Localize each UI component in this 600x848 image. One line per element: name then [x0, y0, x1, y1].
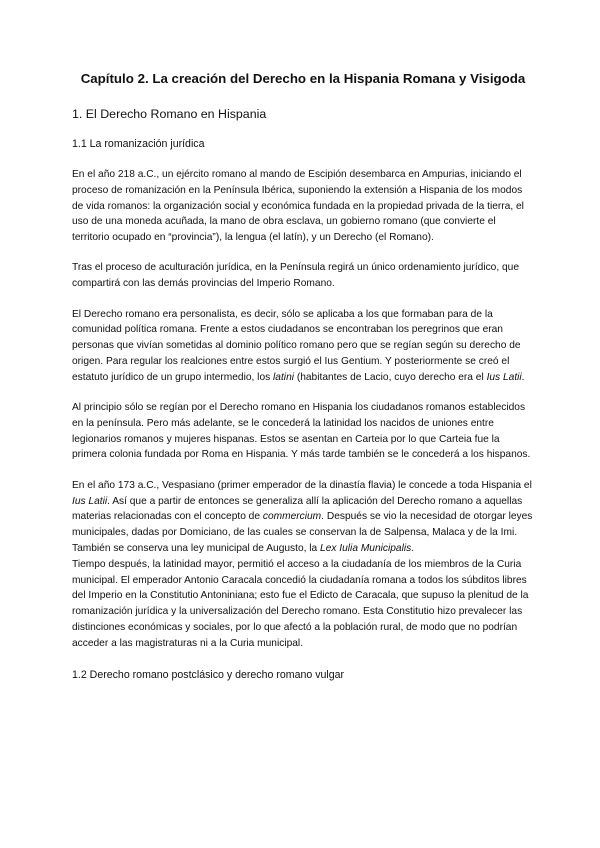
italic-term: Ius Latii [486, 371, 522, 383]
document-title: Capítulo 2. La creación del Derecho en la Hispania Romana y Visigoda [80, 71, 526, 86]
paragraph [72, 307, 534, 386]
italic-term: commercium [262, 511, 322, 523]
paragraph-text: . [411, 542, 415, 554]
paragraph-text: (habitantes de Lacio, cuyo derecho era el [294, 371, 487, 383]
document-page [72, 70, 534, 698]
paragraph [72, 478, 534, 557]
paragraph: Al principio sólo se regían por el Derecho romano en Hispania los ciudadanos romanos establecidos en la península. Pero más adelante, se le concederá la latinidad los nacidos de uniones entre legionarios romanos y mujeres hispanas. Estos se asentan en Carteia por lo que Carteia fue la primera colonia fundada por Roma en Hispania. Y más tarde también se le concederá a los hispanos. [72, 402, 531, 461]
paragraph-text: . Después se vio la necesidad de otorgar leyes municipales, dadas por Domiciano, de las cuales se conservan la de Salpensa, Malaca y de la Imi. También se conserva una ley municipal de Augusto, la [72, 511, 533, 554]
paragraph: Tiempo después, la latinidad mayor, permitió el acceso a la ciudadanía de los miembros de la Curia municipal. El emperador Antonio Caracala concedió la ciudadanía romana a todos los súbditos libres del Imperio en la Constitutio Antoniniana; esto fue el Edicto de Caracala, que supuso la plenitud de la romanización jurídica y la universalización del Derecho romano. Esta Constitutio hizo prevalecer las distinciones económicas y sociales, por lo que afectó a la población rural, de modo que no podrían acceder a las magistraturas ni a la Curia municipal. [72, 558, 529, 649]
paragraph: En el año 218 a.C., un ejército romano al mando de Escipión desembarca en Ampurias, iniciando el proceso de romanización en la Península Ibérica, suponiendo la extensión a Hispania de los modos de vida romanos: la organización social y económica fundada en la propiedad privada de la tierra, el uso de una moneda acuñada, la mano de obra esclava, un gobierno romano (que convierte el territorio ocupado en “provincia”), la lengua (el latín), y un Derecho (el Romano). [72, 169, 524, 244]
paragraph-text: . [521, 371, 525, 383]
italic-term: latini [273, 371, 294, 383]
section-heading: 1. El Derecho Romano en Hispania [72, 107, 267, 121]
subsection-heading: 1.2 Derecho romano postclásico y derecho romano vulgar [72, 668, 345, 681]
subsection-heading: 1.1 La romanización jurídica [72, 138, 205, 150]
italic-term: Ius Latii [72, 495, 108, 507]
italic-term: Lex Iulia Municipalis [320, 542, 412, 554]
paragraph-text: . Así que a partir de entonces se generaliza allí la aplicación del Derecho romano a aquellas materias relacionadas con el concepto de [72, 495, 523, 523]
paragraph-text: El Derecho romano era personalista, es decir, sólo se aplicaba a los que formaban para de la comunidad política romana. Frente a estos ciudadanos se encontraban los peregrinos que eran personas que vivían sometidas al dominio político romano pero que se regían según su derecho de origen. Para regular los realciones entre estos surgió el Ius Gentium. Y posteriormente se creó el estatuto jurídico de un grupo intermedio, los [72, 308, 521, 383]
paragraph: Tras el proceso de aculturación jurídica, en la Península regirá un único ordenamiento jurídico, que compartirá con las demás provincias del Imperio Romano. [72, 262, 520, 290]
paragraph-text: En el año 173 a.C., Vespasiano (primer emperador de la dinastía flavia) le concede a toda Hispania el [72, 479, 532, 491]
